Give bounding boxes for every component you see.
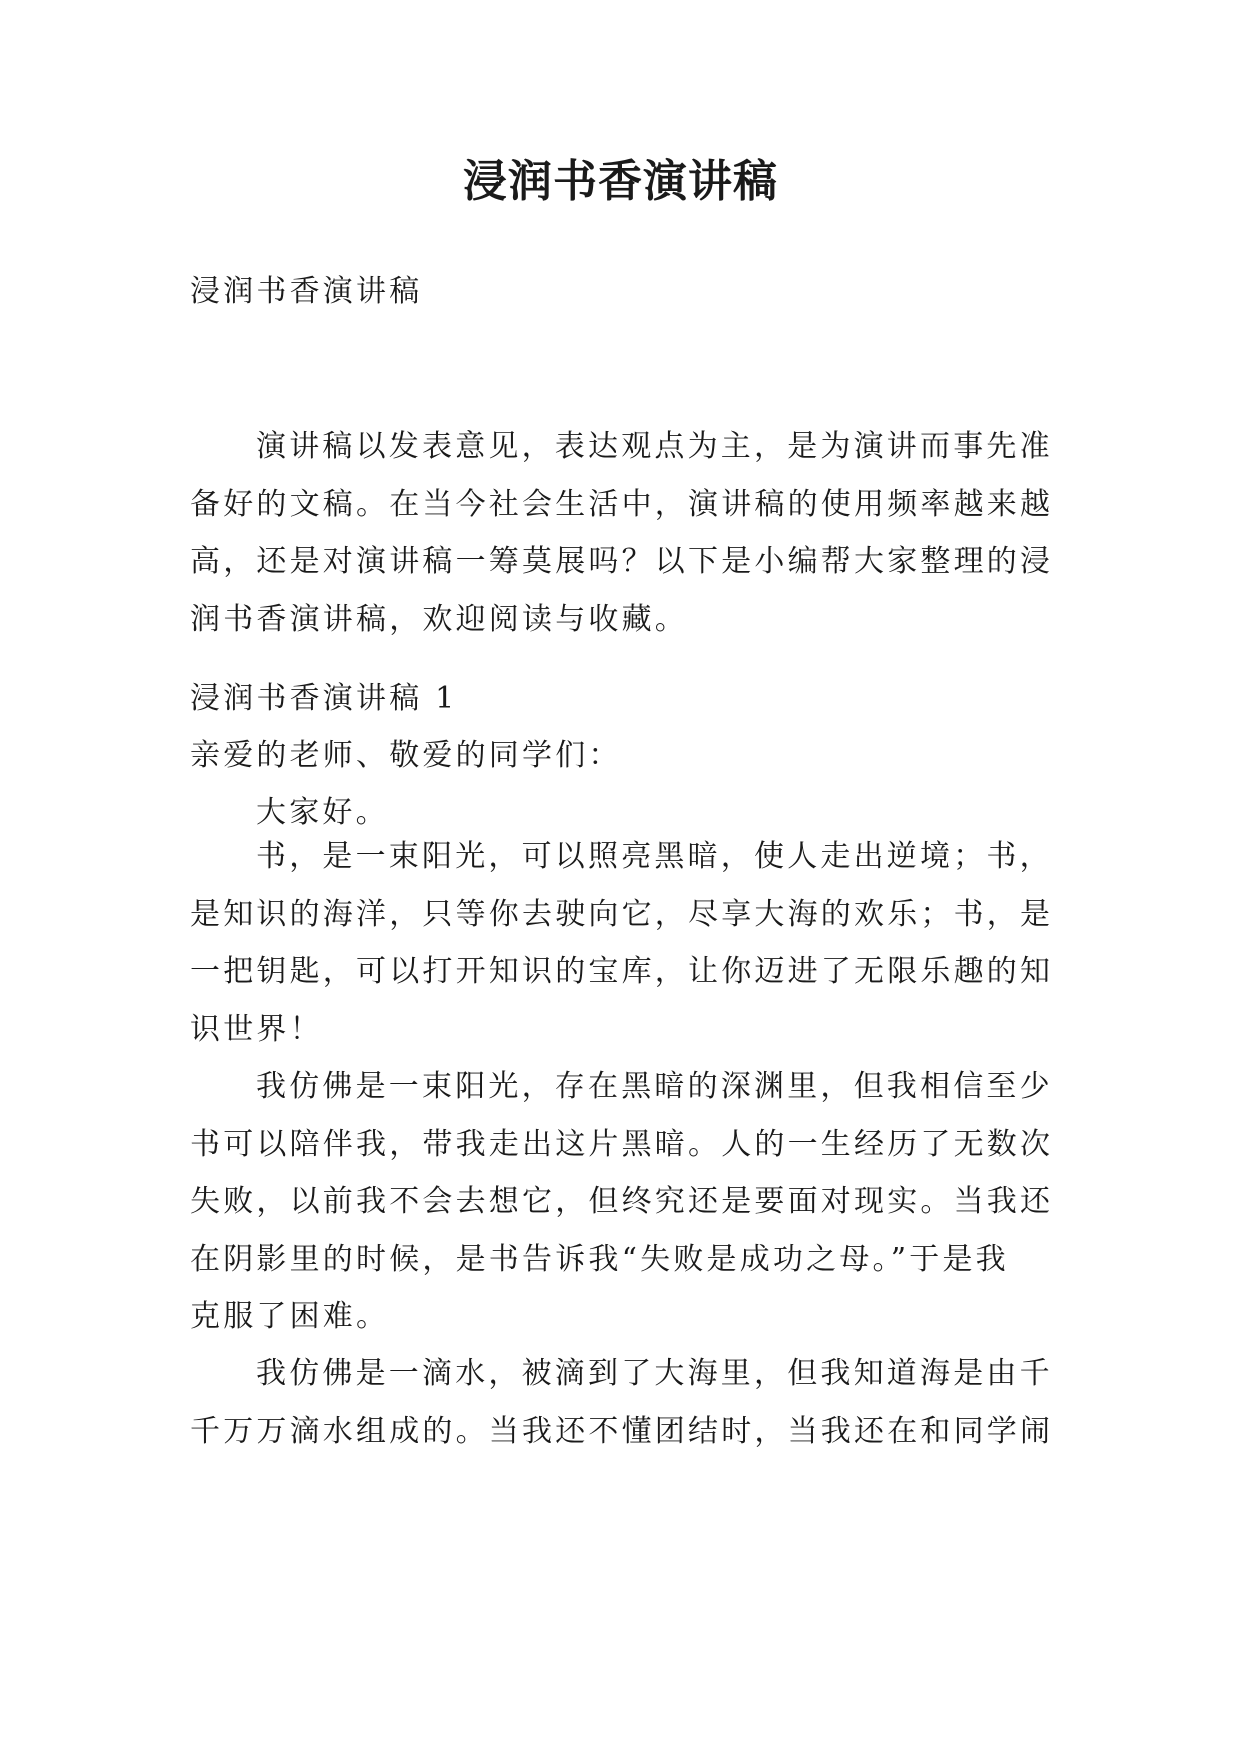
paragraph-line: 一把钥匙，可以打开知识的宝库，让你迈进了无限乐趣的知 [190,954,1054,989]
intro-line: 备好的文稿。在当今社会生活中，演讲稿的使用频率越来越 [190,486,1054,522]
body-paragraph-3 [190,1345,1053,1460]
paragraph-line: 我仿佛是一滴水，被滴到了大海里，但我知道海是由千 [256,1356,1053,1391]
intro-paragraph [190,418,1053,648]
paragraph-line: 书可以陪伴我，带我走出这片黑暗。人的一生经历了无数次 [190,1126,1054,1162]
paragraph-line: 失败，以前我不会去想它，但终究还是要面对现实。当我还 [190,1184,1054,1219]
salutation: 亲爱的老师、敬爱的同学们： [190,738,622,773]
section-heading: 浸润书香演讲稿 1 [190,681,458,716]
paragraph-line: 书，是一束阳光，可以照亮黑暗，使人走出逆境；书， [256,839,1053,874]
paragraph-line: 识世界！ [190,1011,323,1047]
intro-line: 高，还是对演讲稿一筹莫展吗？以下是小编帮大家整理的浸 [190,544,1054,579]
intro-line: 演讲稿以发表意见，表达观点为主，是为演讲而事先准 [256,429,1053,464]
paragraph-line: 克服了困难。 [190,1299,390,1334]
document-subtitle: 浸润书香演讲稿 [190,274,423,309]
paragraph-line: 千万万滴水组成的。当我还不懂团结时，当我还在和同学闹 [190,1413,1054,1449]
body-paragraph-2 [190,1058,1053,1346]
paragraph-line: 我仿佛是一束阳光，存在黑暗的深渊里，但我相信至少 [256,1069,1053,1104]
body-paragraph-1 [190,828,1053,1058]
document-title: 浸润书香演讲稿 [463,156,778,207]
greeting: 大家好。 [256,795,389,830]
paragraph-line: 是知识的海洋，只等你去驶向它，尽享大海的欢乐；书，是 [190,896,1054,932]
intro-line: 润书香演讲稿，欢迎阅读与收藏。 [190,601,688,637]
paragraph-line: 在阴影里的时候，是书告诉我“失败是成功之母。”于是我 [190,1241,1009,1277]
